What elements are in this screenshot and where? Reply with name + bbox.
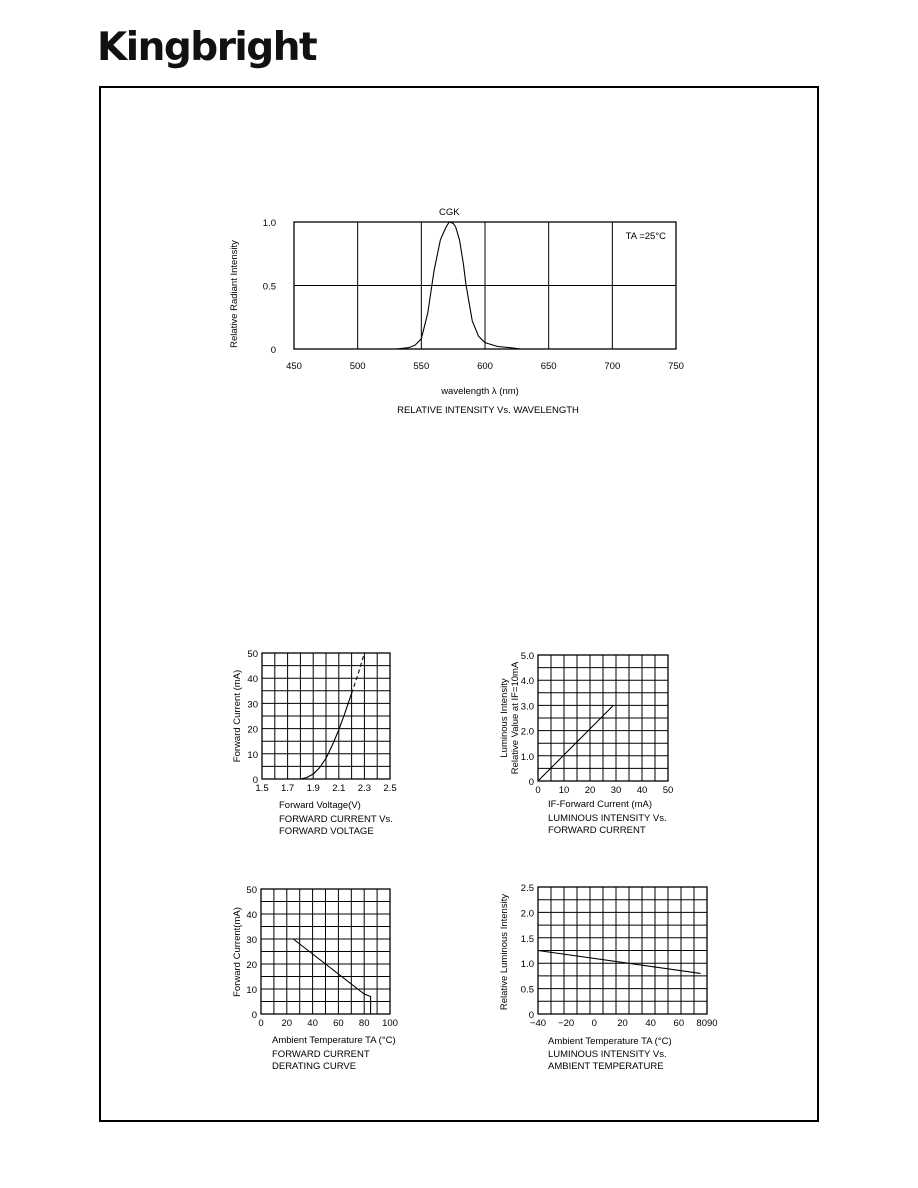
- chart-4: [232, 885, 398, 1046]
- x-tick-label: 60: [673, 1018, 685, 1029]
- x-tick-label: 700: [604, 361, 621, 372]
- x-tick-label: 1.7: [280, 783, 295, 794]
- x-tick-label: 750: [668, 361, 684, 372]
- y-tick-label: 0: [270, 345, 276, 356]
- x-tick-label: 0: [591, 1018, 597, 1029]
- x-tick-label: 2.5: [383, 783, 397, 794]
- y-axis-label: Forward Current (mA): [232, 669, 243, 763]
- y-tick-label: 1.0: [262, 218, 276, 229]
- x-tick-label: 20: [617, 1018, 628, 1029]
- series-line-1: [538, 951, 701, 974]
- x-tick-label: 1.5: [255, 783, 269, 794]
- y-tick-label: 0: [528, 1010, 534, 1021]
- y-axis-label: Relative Radiant Intensity: [229, 240, 240, 348]
- y-tick-label: 40: [247, 674, 258, 686]
- x-tick-label: 2.1: [332, 783, 346, 794]
- chart-title-2: FORWARD CURRENT Vs. FORWARD VOLTAGE: [279, 814, 393, 837]
- x-axis-label: Ambient Temperature TA (°C): [548, 1036, 672, 1047]
- y-tick-label: 30: [247, 699, 258, 711]
- x-tick-label: 80: [358, 1018, 370, 1029]
- x-tick-label: 650: [540, 361, 557, 372]
- y-tick-label: 10: [247, 749, 258, 761]
- y-tick-label: 20: [246, 960, 257, 971]
- y-tick-label: 1.0: [520, 959, 534, 971]
- y-tick-label: 0: [251, 1010, 257, 1021]
- chart-5: [499, 883, 718, 1047]
- y-axis-label: Relative Luminous Intensity: [499, 893, 510, 1011]
- y-tick-label: 40: [246, 910, 257, 921]
- x-tick-label: 2.3: [357, 783, 372, 794]
- x-tick-label: 8090: [696, 1018, 718, 1029]
- chart-title-4: FORWARD CURRENT DERATING CURVE: [272, 1049, 370, 1072]
- x-tick-label: −20: [558, 1018, 575, 1029]
- chart-1: [229, 207, 684, 416]
- x-tick-label: 20: [281, 1018, 293, 1029]
- y-tick-label: 50: [247, 649, 258, 660]
- x-tick-label: 40: [307, 1018, 318, 1029]
- x-tick-label: 600: [477, 361, 493, 372]
- y-tick-label: 5.0: [520, 651, 534, 662]
- y-tick-label: 1.5: [520, 933, 534, 945]
- x-tick-label: 10: [558, 785, 570, 796]
- y-tick-label: 2.0: [520, 726, 534, 738]
- chart-title-5: LUMINOUS INTENSITY Vs. AMBIENT TEMPERATURE: [548, 1049, 667, 1072]
- series-annotation: CGK: [439, 207, 460, 218]
- kingbright-logo: Kingbright: [97, 25, 317, 70]
- chart-title-3: LUMINOUS INTENSITY Vs. FORWARD CURRENT: [548, 813, 667, 836]
- x-axis-label: Ambient Temperature TA (°C): [272, 1035, 396, 1046]
- y-tick-label: 0: [252, 775, 258, 786]
- x-tick-label: 500: [349, 361, 366, 372]
- x-tick-label: 60: [333, 1018, 344, 1029]
- y-tick-label: 2.0: [520, 908, 534, 920]
- x-axis-label: IF-Forward Current (mA): [548, 799, 652, 810]
- x-tick-label: 550: [413, 361, 430, 372]
- x-tick-label: 0: [535, 785, 541, 796]
- y-tick-label: 0: [528, 777, 534, 788]
- x-tick-label: 1.9: [306, 783, 320, 794]
- y-axis-label: Forward Current(mA): [232, 907, 243, 997]
- y-tick-label: 3.0: [520, 701, 534, 713]
- chart-2: [232, 649, 397, 811]
- x-axis-label: wavelength λ (nm): [441, 386, 519, 397]
- y-tick-label: 1.0: [520, 751, 534, 763]
- y-axis-label-2: Relative Value at IF=10mA: [510, 661, 521, 775]
- x-tick-label: 30: [610, 785, 622, 796]
- y-tick-label: 30: [246, 935, 257, 946]
- condition-annotation: TA =25°C: [625, 231, 666, 242]
- chart-3: [499, 651, 673, 810]
- x-tick-label: 40: [636, 785, 648, 796]
- y-tick-label: 50: [246, 885, 257, 896]
- x-tick-label: 100: [382, 1018, 398, 1029]
- y-tick-label: 4.0: [520, 676, 534, 688]
- y-tick-label: 20: [247, 724, 258, 736]
- x-tick-label: −40: [529, 1018, 547, 1029]
- y-tick-label: 0.5: [520, 984, 534, 996]
- y-tick-label: 10: [246, 985, 257, 996]
- y-tick-label: 0.5: [262, 281, 276, 293]
- series-line-dashed: [352, 653, 365, 693]
- x-tick-label: 50: [662, 785, 674, 796]
- x-tick-label: 20: [584, 785, 596, 796]
- y-tick-label: 2.5: [520, 883, 534, 894]
- y-axis-label: Luminous Intensity: [499, 678, 510, 758]
- chart-title: RELATIVE INTENSITY Vs. WAVELENGTH: [397, 405, 579, 416]
- x-axis-label: Forward Voltage(V): [279, 800, 361, 811]
- x-tick-label: 40: [645, 1018, 656, 1029]
- x-tick-label: 0: [258, 1018, 264, 1029]
- x-tick-label: 450: [286, 361, 302, 372]
